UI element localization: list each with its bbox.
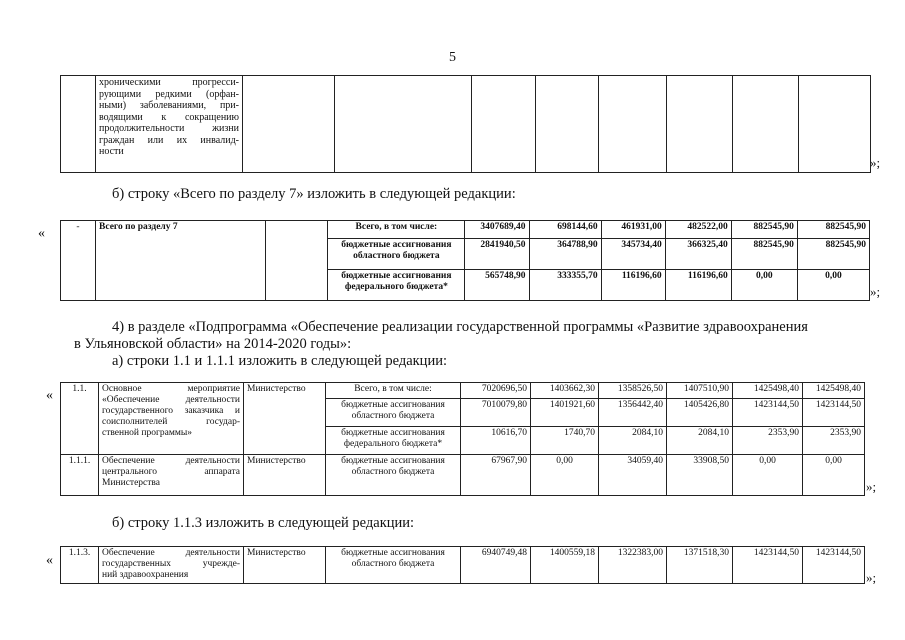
section7-total-table [60, 220, 870, 301]
value-cell: 0,00 [803, 455, 865, 496]
value-cell: 0,00 [733, 455, 803, 496]
row-number: 1.1. [61, 383, 99, 455]
value-cell: 482522,00 [665, 221, 731, 239]
row-label: бюджетные ассигнования областного бюджета [326, 547, 461, 584]
value-cell: 1423144,50 [803, 547, 865, 584]
value-cell: 2353,90 [803, 427, 865, 455]
row-label: бюджетные ассигнования областного бюджета [328, 238, 465, 269]
value-cell: 366325,40 [665, 238, 731, 269]
value-cell: 1405426,80 [667, 398, 733, 426]
row-executor: Министерство [244, 383, 326, 455]
value-cell: 10616,70 [461, 427, 531, 455]
value-cell: 1356442,40 [599, 398, 667, 426]
row-number: 1.1.3. [61, 547, 99, 584]
value-cell: 2841940,50 [465, 238, 529, 269]
value-cell: 1425498,40 [803, 383, 865, 399]
value-cell: 1407510,90 [667, 383, 733, 399]
row-label: бюджетные ассигнования областного бюджета [326, 398, 461, 426]
value-cell: 0,00 [797, 269, 869, 300]
closing-quote: »; [866, 570, 877, 585]
row-name: Обеспечение деятельности государственных учрежде- ний здравоохранения [99, 547, 244, 584]
row-label: Всего, в том числе: [328, 221, 465, 239]
instruction-4-line2: в Ульяновской области» на 2014-2020 годы»: [74, 336, 352, 352]
value-cell: 2084,10 [599, 427, 667, 455]
value-cell: 882545,90 [731, 221, 797, 239]
row-label: бюджетные ассигнования федерального бюджета* [326, 427, 461, 455]
value-cell: 0,00 [531, 455, 599, 496]
value-cell: 2353,90 [733, 427, 803, 455]
value-cell: 882545,90 [797, 238, 869, 269]
row-1-1-3-table [60, 546, 865, 584]
value-cell: 565748,90 [465, 269, 529, 300]
row-dash: - [76, 222, 80, 232]
value-cell: 0,00 [731, 269, 797, 300]
value-cell: 1371518,30 [667, 547, 733, 584]
rows-1-1-table [60, 382, 865, 496]
value-cell: 1425498,40 [733, 383, 803, 399]
continuation-table [60, 75, 871, 173]
value-cell: 1423144,50 [733, 398, 803, 426]
row-label: бюджетные ассигнования областного бюджета [326, 455, 461, 496]
value-cell: 34059,40 [599, 455, 667, 496]
value-cell: 67967,90 [461, 455, 531, 496]
section7-title: Всего по разделу 7 [96, 221, 266, 301]
value-cell: 333355,70 [529, 269, 601, 300]
row-executor: Министерство [244, 547, 326, 584]
value-cell: 7010079,80 [461, 398, 531, 426]
row-name: Обеспечение деятельности центрального аппарата Министерства [99, 455, 244, 496]
closing-quote: »; [866, 479, 877, 494]
value-cell: 1400559,18 [531, 547, 599, 584]
value-cell: 1322383,00 [599, 547, 667, 584]
value-cell: 116196,60 [665, 269, 731, 300]
value-cell: 882545,90 [731, 238, 797, 269]
opening-quote: « [46, 388, 53, 403]
value-cell: 364788,90 [529, 238, 601, 269]
continuation-description: хроническими прогресси- рующими редкими (орфан- ными) заболеваниями, при- водящими к сокращению продолжительности жизни граждан или их инвалид- ности [96, 76, 243, 173]
value-cell: 3407689,40 [465, 221, 529, 239]
value-cell: 1423144,50 [733, 547, 803, 584]
opening-quote: « [46, 553, 53, 568]
value-cell: 116196,60 [601, 269, 665, 300]
value-cell: 1358526,50 [599, 383, 667, 399]
value-cell: 345734,40 [601, 238, 665, 269]
row-name: Основное мероприятие «Обеспечение деятельности государственного заказчика и соисполнителей государ- ственной программы» [99, 383, 244, 455]
value-cell: 1423144,50 [803, 398, 865, 426]
value-cell: 461931,00 [601, 221, 665, 239]
value-cell: 698144,60 [529, 221, 601, 239]
closing-quote: »; [870, 155, 881, 170]
instruction-a: а) строки 1.1 и 1.1.1 изложить в следующей редакции: [112, 353, 447, 369]
value-cell: 1403662,30 [531, 383, 599, 399]
closing-quote: »; [870, 284, 881, 299]
row-label: бюджетные ассигнования федерального бюджета* [328, 269, 465, 300]
value-cell: 33908,50 [667, 455, 733, 496]
opening-quote: « [38, 226, 45, 241]
value-cell: 1401921,60 [531, 398, 599, 426]
value-cell: 6940749,48 [461, 547, 531, 584]
value-cell: 7020696,50 [461, 383, 531, 399]
value-cell: 1740,70 [531, 427, 599, 455]
value-cell: 882545,90 [797, 221, 869, 239]
instruction-4-line1: 4) в разделе «Подпрограмма «Обеспечение реализации государственной программы «Развитие здравоохранения [112, 319, 808, 335]
row-number: 1.1.1. [61, 455, 99, 496]
value-cell: 2084,10 [667, 427, 733, 455]
instruction-b-113: б) строку 1.1.3 изложить в следующей редакции: [112, 515, 415, 531]
page-number: 5 [449, 50, 456, 65]
row-executor: Министерство [244, 455, 326, 496]
instruction-section7: б) строку «Всего по разделу 7» изложить в следующей редакции: [112, 186, 516, 202]
row-label: Всего, в том числе: [326, 383, 461, 399]
